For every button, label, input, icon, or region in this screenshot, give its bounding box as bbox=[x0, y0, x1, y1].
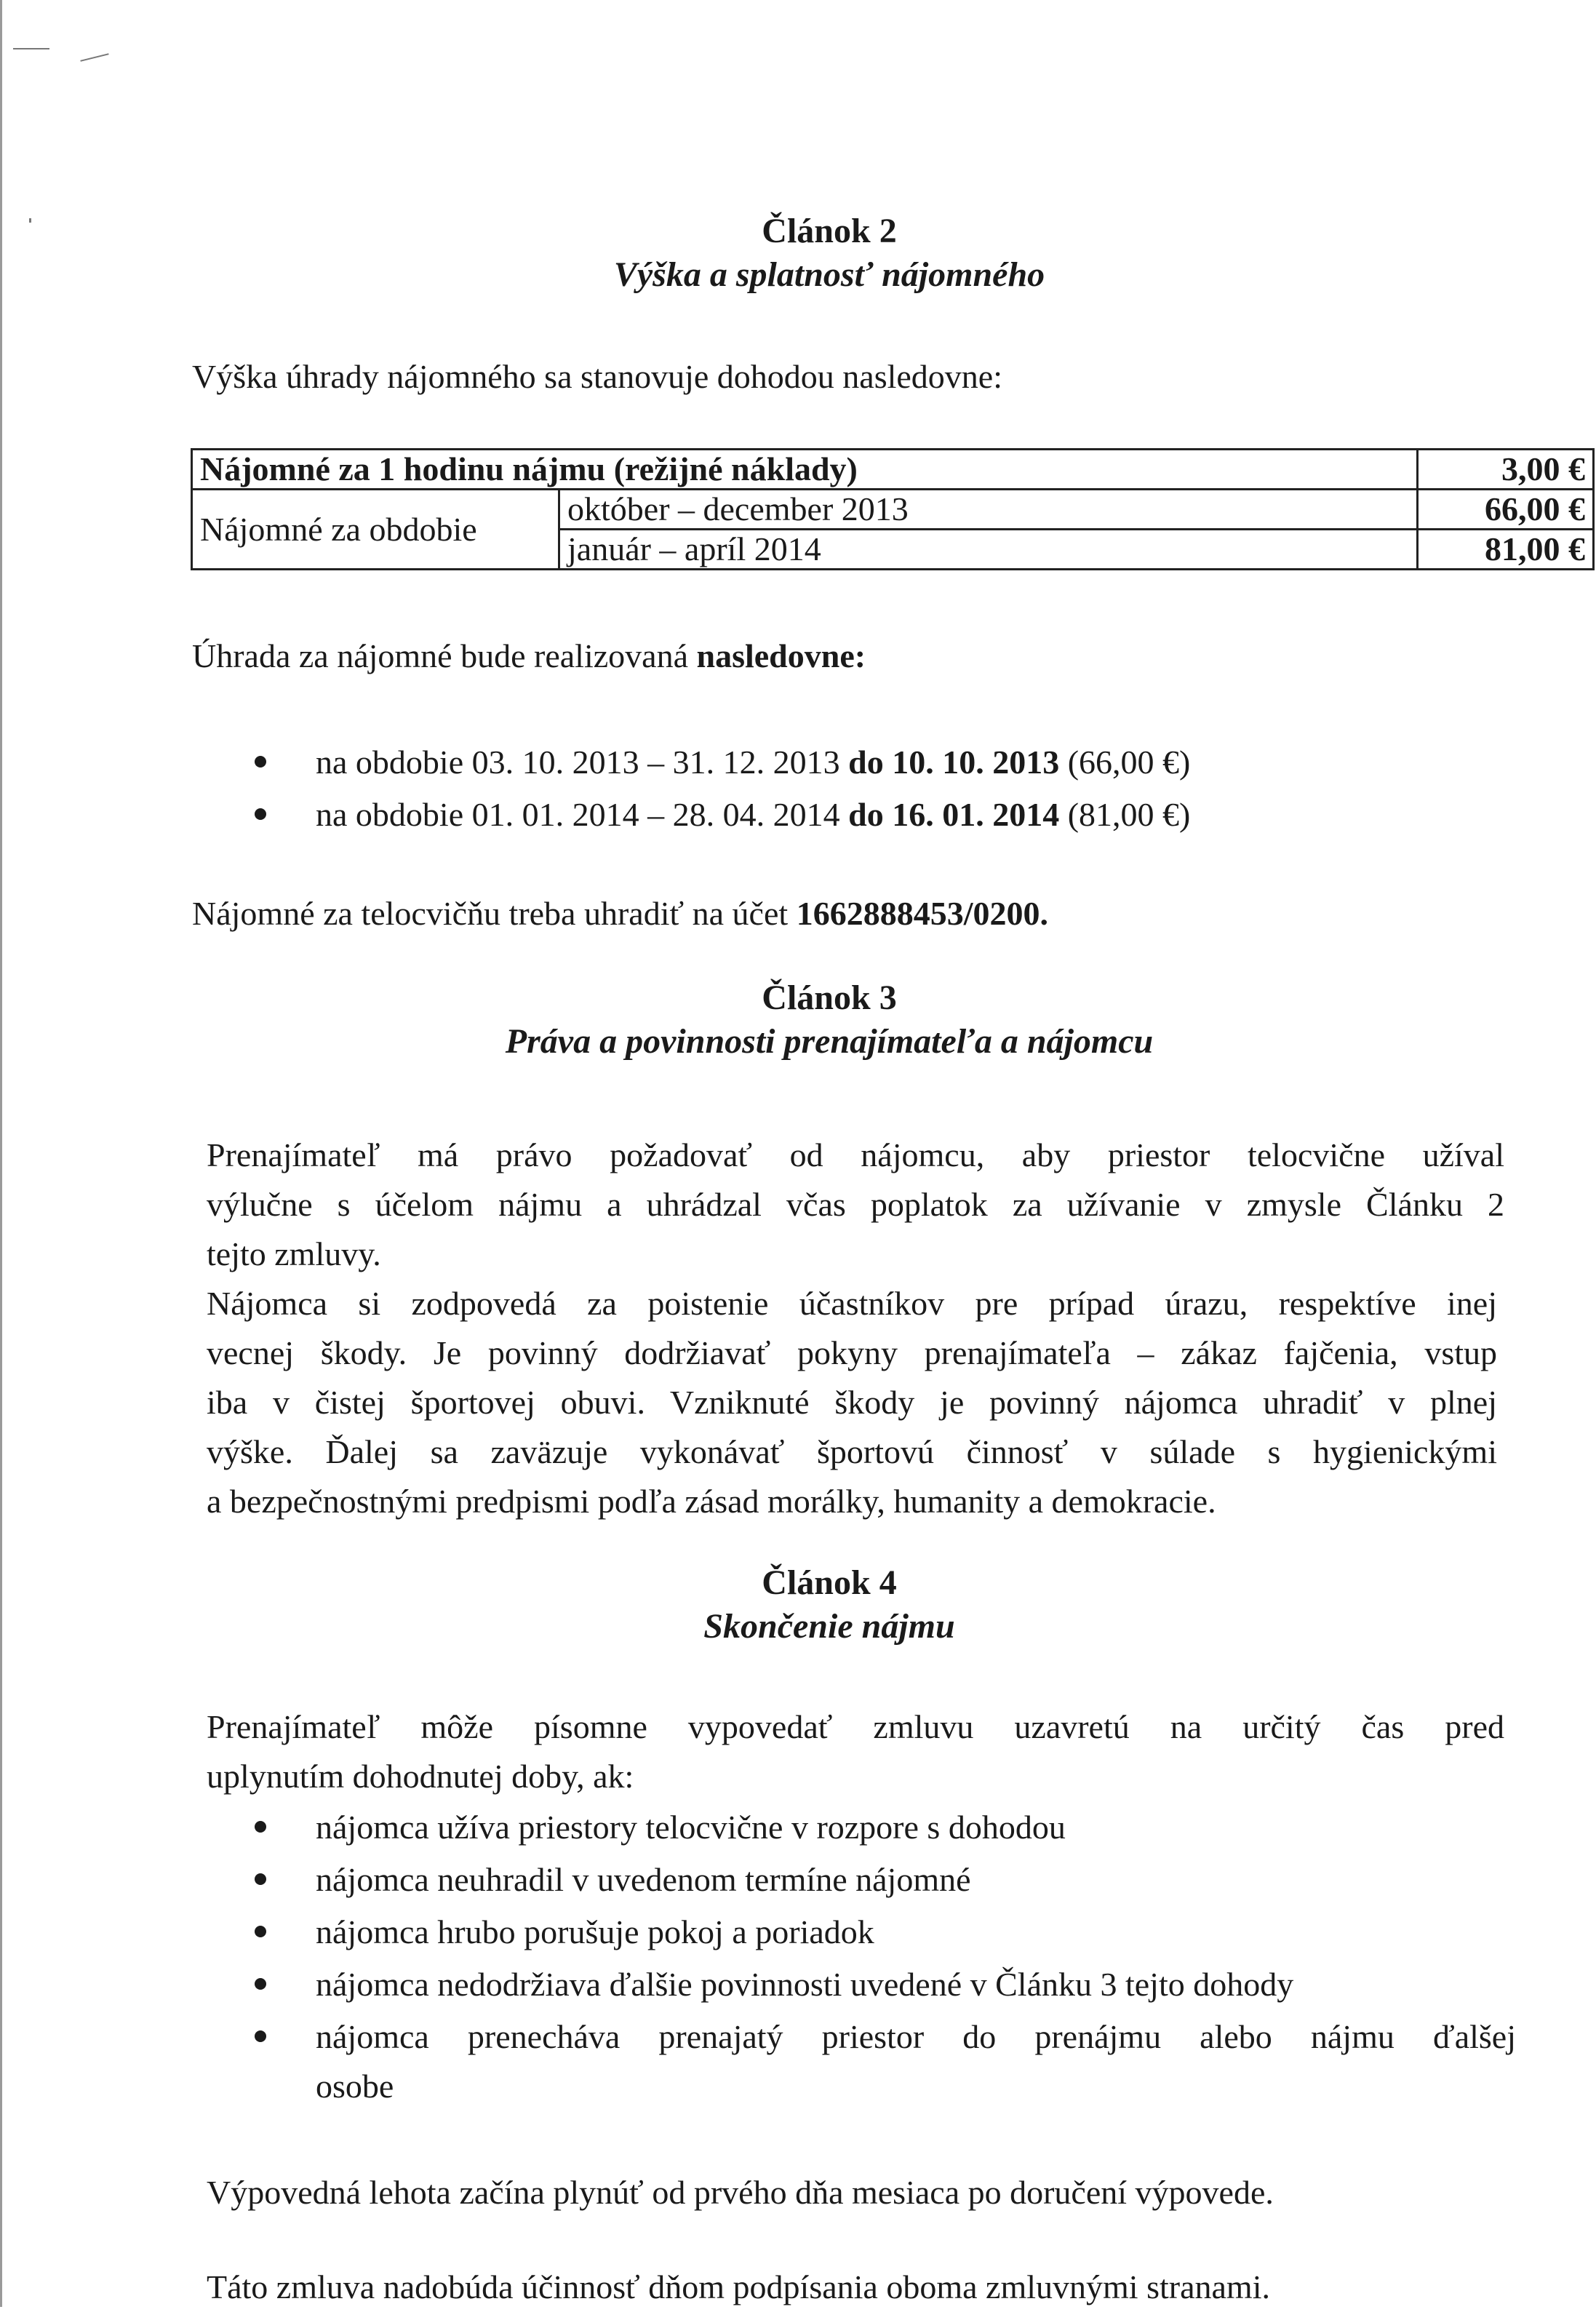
scan-speck bbox=[13, 48, 49, 49]
period1-label: október – december 2013 bbox=[559, 490, 1418, 530]
table-row bbox=[192, 490, 1594, 530]
payment-amount: (81,00 €) bbox=[1067, 796, 1191, 833]
account-number: 1662888453/0200. bbox=[796, 895, 1048, 932]
article2-title: Výška a splatnosť nájomného bbox=[613, 255, 1045, 294]
text-line: Nájomca si zodpovedá za poistenie účastníkov pre prípad úrazu, respektíve inej bbox=[207, 1285, 1497, 1322]
bullet-icon bbox=[255, 1978, 266, 1990]
bullet-icon bbox=[255, 1926, 266, 1937]
list-item-text: nájomca nedodržiava ďalšie povinnosti uvedené v Článku 3 tejto dohody bbox=[316, 1966, 1294, 2003]
text-line: vecnej škody. Je povinný dodržiavať pokyny prenajímateľa – zákaz fajčenia, vstup bbox=[207, 1334, 1497, 1371]
text-line: výške. Ďalej sa zaväzuje vykonávať športovú činnosť v súlade s hygienickými bbox=[207, 1433, 1497, 1470]
payment-intro-bold: nasledovne: bbox=[696, 637, 866, 674]
article2-intro: Výška úhrady nájomného sa stanovuje dohodou nasledovne: bbox=[192, 358, 1002, 395]
account-text: Nájomné za telocvičňu treba uhradiť na účet bbox=[192, 895, 789, 932]
text-line: a bezpečnostnými predpismi podľa zásad morálky, humanity a demokracie. bbox=[207, 1483, 1216, 1520]
article3-title: Práva a povinnosti prenajímateľa a nájomcu bbox=[505, 1022, 1154, 1061]
list-item-text: nájomca hrubo porušuje pokoj a poriadok bbox=[316, 1913, 874, 1950]
bullet-icon bbox=[255, 1873, 266, 1885]
article4-heading bbox=[175, 1561, 1484, 1649]
text-line: tejto zmluvy. bbox=[207, 1235, 381, 1272]
period2-label: január – apríl 2014 bbox=[559, 530, 1418, 570]
period2-value: 81,00 € bbox=[1418, 530, 1594, 570]
text-line: Prenajímateľ má právo požadovať od nájomcu, aby priestor telocvične užíval bbox=[207, 1136, 1504, 1173]
list-item-text: nájomca užíva priestory telocvične v rozpore s dohodou bbox=[316, 1809, 1066, 1846]
notice-period: Výpovedná lehota začína plynúť od prvého dňa mesiaca po doručení výpovede. bbox=[207, 2174, 1274, 2211]
hourly-rent-label: Nájomné za 1 hodinu nájmu (režijné náklady) bbox=[192, 450, 1418, 490]
bullet-icon bbox=[255, 2030, 266, 2042]
article2-number: Článok 2 bbox=[762, 212, 897, 250]
table-row bbox=[192, 450, 1594, 490]
payment-deadline: do 16. 01. 2014 bbox=[848, 796, 1060, 833]
bullet-icon bbox=[255, 1821, 266, 1833]
payment-period: na obdobie 03. 10. 2013 – 31. 12. 2013 bbox=[316, 744, 840, 781]
article3-heading bbox=[175, 976, 1484, 1064]
account-line bbox=[192, 889, 1048, 938]
article3-number: Článok 3 bbox=[762, 978, 897, 1017]
period-label: Nájomné za obdobie bbox=[192, 490, 559, 570]
text-line: výlučne s účelom nájmu a uhrádzal včas poplatok za užívanie v zmysle Článku 2 bbox=[207, 1186, 1504, 1223]
text-line: Prenajímateľ môže písomne vypovedať zmluvu uzavretú na určitý čas pred bbox=[207, 1708, 1504, 1745]
payment-intro-text: Úhrada za nájomné bude realizovaná bbox=[192, 637, 688, 674]
text-line: uplynutím dohodnutej doby, ak: bbox=[207, 1758, 634, 1795]
text-line: iba v čistej športovej obuvi. Vzniknuté škody je povinný nájomca uhradiť v plnej bbox=[207, 1384, 1497, 1421]
payment-period: na obdobie 01. 01. 2014 – 28. 04. 2014 bbox=[316, 796, 840, 833]
payment-intro bbox=[192, 631, 866, 681]
payment-deadline: do 10. 10. 2013 bbox=[848, 744, 1060, 781]
article4-number: Článok 4 bbox=[762, 1563, 897, 1602]
effect-clause: Táto zmluva nadobúda účinnosť dňom podpísania oboma zmluvnými stranami. bbox=[207, 2268, 1270, 2305]
hourly-rent-value: 3,00 € bbox=[1418, 450, 1594, 490]
period1-value: 66,00 € bbox=[1418, 490, 1594, 530]
list-item-text: nájomca prenecháva prenajatý priestor do prenájmu alebo nájmu ďalšej bbox=[316, 2018, 1516, 2055]
scan-edge bbox=[0, 0, 2, 2307]
bullet-icon bbox=[255, 756, 266, 768]
bullet-icon bbox=[255, 808, 266, 820]
payment-amount: (66,00 €) bbox=[1067, 744, 1191, 781]
article2-heading bbox=[175, 210, 1484, 297]
scan-speck bbox=[80, 53, 108, 62]
scan-speck bbox=[29, 218, 31, 223]
rent-table bbox=[191, 448, 1595, 570]
list-item-text: nájomca neuhradil v uvedenom termíne nájomné bbox=[316, 1861, 971, 1898]
article4-title: Skončenie nájmu bbox=[703, 1607, 955, 1646]
list-item-continuation: osobe bbox=[316, 2068, 394, 2105]
